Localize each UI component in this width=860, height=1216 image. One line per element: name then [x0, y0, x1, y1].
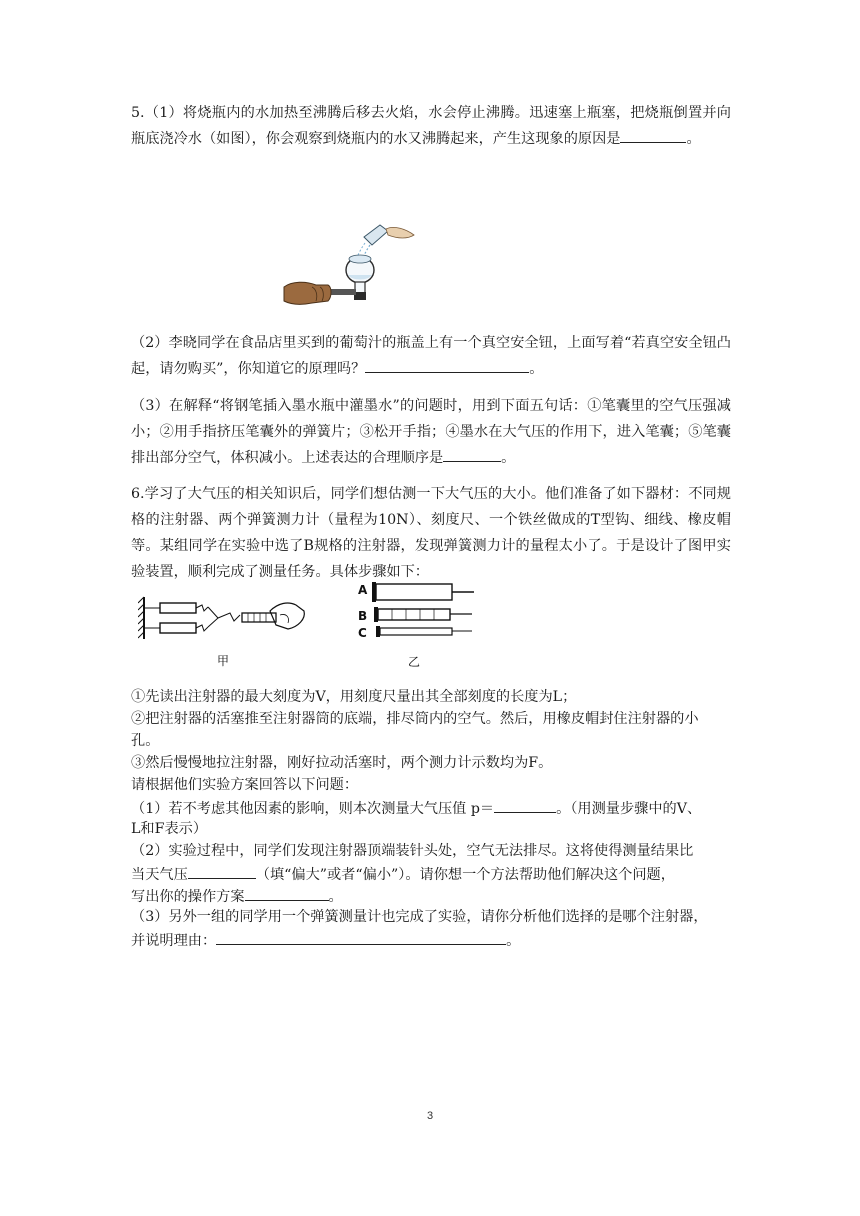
answer-blank[interactable] — [443, 445, 501, 462]
step-1: ①先读出注射器的最大刻度为V，用刻度尺量出其全部刻度的长度为L； — [131, 689, 577, 705]
syringe-label-a: A — [358, 583, 368, 597]
q6-a1-post: 。（用测量步骤中的V、 — [556, 801, 702, 817]
q6-a3-line2 — [131, 928, 520, 952]
q5-part3-text: （3）在解释“将钢笔插入墨水瓶中灌墨水”的问题时，用到下面五句话：①笔囊里的空气压强减小；②用手指挤压笔囊外的弹簧片；③松开手指；④墨水在大气压的作用下，进入笔囊；⑤笔囊排出部分空气，体积减小。上述表达的合理顺序是 — [131, 398, 731, 466]
q5-part3-end: 。 — [501, 450, 516, 466]
answer-blank[interactable] — [188, 862, 256, 879]
figure-jia-label: 甲 — [216, 654, 230, 668]
syringe-label-b: B — [358, 609, 368, 623]
q5-part2-text: （2）李晓同学在食品店里买到的葡萄汁的瓶盖上有一个真空安全钮，上面写着“若真空安全钮凸起，请勿购买”，你知道它的原理吗？ — [131, 335, 731, 377]
q6-a2-line3-pre: 写出你的操作方案 — [131, 889, 245, 905]
answer-blank[interactable] — [216, 928, 506, 945]
step-3: ③然后慢慢地拉注射器，刚好拉动活塞时，两个测力计示数均为F。 — [131, 755, 553, 771]
q6-a1-line1 — [131, 796, 701, 820]
answer-blank[interactable] — [494, 796, 556, 813]
answer-blank[interactable] — [245, 884, 329, 901]
q5-part2 — [131, 330, 731, 382]
q5-part1 — [131, 100, 731, 152]
answer-blank[interactable] — [620, 126, 686, 143]
page-number: 3 — [426, 1110, 434, 1122]
q5-part3 — [131, 393, 731, 471]
q6-a3-line1: （3）另外一组的同学用一个弹簧测量计也完成了实验，请你分析他们选择的是哪个注射器， — [131, 909, 708, 925]
step-2-line2: 孔。 — [131, 733, 160, 749]
prompt: 请根据他们实验方案回答以下问题： — [131, 777, 359, 793]
answer-blank[interactable] — [365, 356, 529, 373]
syringe-label-c: C — [358, 626, 367, 640]
figure-yi-label: 乙 — [407, 655, 421, 669]
q6-a1-line2: L和F表示） — [131, 821, 208, 837]
q6-a2-post: （填“偏大”或者“偏小”）。请你想一个方法帮助他们解决这个问题， — [255, 867, 675, 883]
q6-a3-pre: 并说明理由： — [131, 933, 217, 949]
figure-yi — [352, 580, 482, 672]
q6-intro: 6.学习了大气压的相关知识后，同学们想估测一下大气压的大小。他们准备了如下器材：不同规格的注射器、两个弹簧测力计（量程为10N）、刻度尺、一个铁丝做成的T型钩、细线、橡皮帽等。某组同学在实验中选了B规格的注射器，发现弹簧测力计的量程太小了。于是设计了图甲实验装置，顺利完成了测量任务。具体步骤如下： — [131, 486, 731, 580]
q6-a2-line3-post: 。 — [328, 889, 343, 905]
q6-a2-line3 — [131, 884, 343, 908]
syringe-c-icon — [376, 626, 472, 637]
q6-a2-pre: 当天气压 — [131, 867, 188, 883]
q5-part1-text: 5.（1）将烧瓶内的水加热至沸腾后移去火焰，水会停止沸腾。迅速塞上瓶塞，把烧瓶倒置并向瓶底浇冷水（如图），你会观察到烧瓶内的水又沸腾起来，产生这现象的原因是 — [131, 105, 731, 147]
q5-part2-end: 。 — [529, 361, 544, 377]
step-2-line1: ②把注射器的活塞推至注射器筒的底端，排尽筒内的空气。然后，用橡皮帽封住注射器的小 — [131, 711, 699, 727]
q6-a3-post: 。 — [506, 933, 521, 949]
q5-part1-end: 。 — [686, 131, 701, 147]
hand-icon — [284, 282, 356, 304]
syringe-a-icon — [372, 582, 474, 602]
q6-a1-pre: （1）若不考虑其他因素的影响，则本次测量大气压值 p＝ — [131, 801, 495, 817]
syringe-b-icon — [374, 607, 472, 622]
inverted-flask-illustration — [282, 215, 422, 315]
q6-a2-line2 — [131, 862, 675, 886]
q6-a2-line1: （2）实验过程中，同学们发现注射器顶端装针头处，空气无法排尽。这将使得测量结果比 — [131, 843, 694, 859]
figure-jia — [138, 593, 308, 671]
